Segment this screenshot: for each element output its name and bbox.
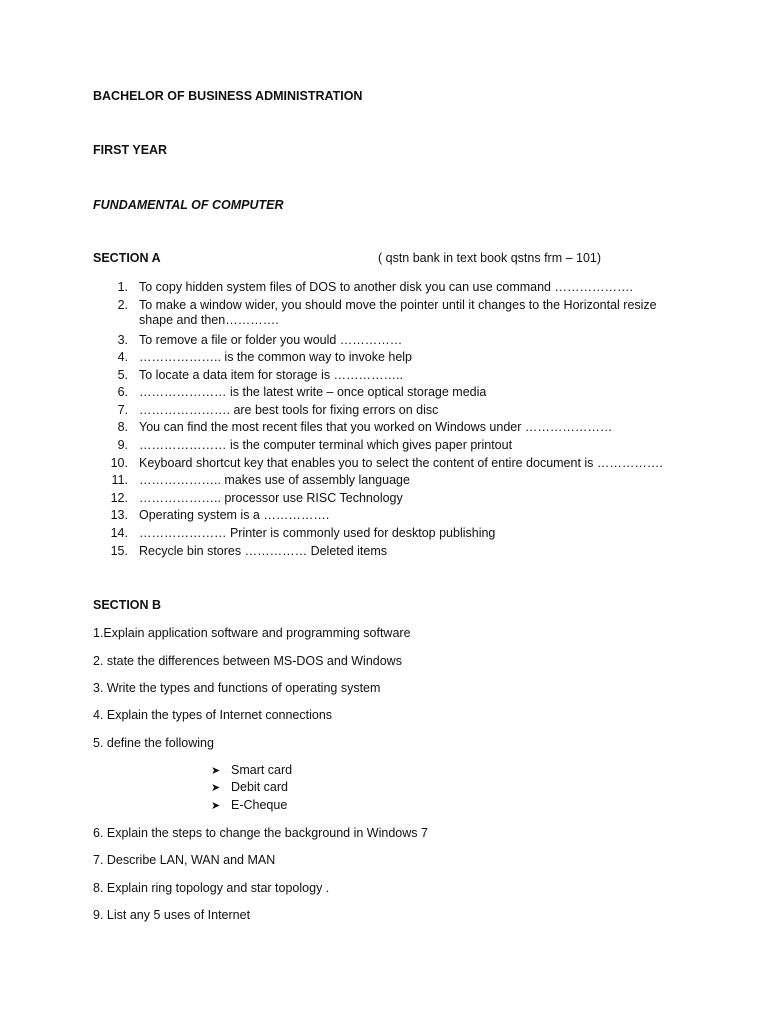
item-text: To remove a file or folder you would …………… bbox=[139, 333, 403, 347]
arrow-bullet-icon: ➤ bbox=[211, 782, 221, 794]
item-text: Recycle bin stores …………… Deleted items bbox=[139, 544, 387, 558]
bullet-item bbox=[211, 798, 287, 814]
item-number: 5. bbox=[117, 368, 128, 382]
item-text: ……………….. is the common way to invoke help bbox=[139, 350, 413, 364]
item-text: ……………….. makes use of assembly language bbox=[139, 473, 410, 487]
subject-heading: FUNDAMENTAL OF COMPUTER bbox=[93, 198, 284, 212]
item-number: 1. bbox=[117, 280, 128, 294]
item-text: To locate a data item for storage is …………….. bbox=[139, 368, 403, 382]
section-b-question: 5. define the following bbox=[93, 736, 214, 750]
item-number: 2. bbox=[117, 298, 128, 312]
item-number: 10. bbox=[110, 456, 128, 470]
bullet-text: Debit card bbox=[231, 780, 288, 794]
item-number: 15. bbox=[110, 544, 128, 558]
item-text: To make a window wider, you should move the pointer until it changes to the Horizontal resize shape and then…………. bbox=[139, 298, 657, 327]
section-b-question: 4. Explain the types of Internet connections bbox=[93, 708, 333, 722]
item-text: Keyboard shortcut key that enables you to select the content of entire document is ……………. bbox=[139, 456, 663, 470]
item-number: 14. bbox=[110, 526, 128, 540]
program-title: BACHELOR OF BUSINESS ADMINISTRATION bbox=[93, 89, 363, 103]
section-b-question: 6. Explain the steps to change the background in Windows 7 bbox=[93, 826, 428, 840]
year-heading: FIRST YEAR bbox=[93, 143, 168, 157]
section-b-question: 8. Explain ring topology and star topology . bbox=[93, 881, 330, 895]
item-number: 3. bbox=[117, 333, 128, 347]
item-number: 11. bbox=[111, 473, 128, 487]
section-b-question: 1.Explain application software and programming software bbox=[93, 626, 411, 640]
section-a-note: ( qstn bank in text book qstns frm – 101) bbox=[378, 251, 602, 265]
item-number: 8. bbox=[117, 420, 128, 434]
arrow-bullet-icon: ➤ bbox=[211, 765, 221, 777]
item-number: 7. bbox=[117, 403, 128, 417]
item-number: 13. bbox=[110, 508, 128, 522]
arrow-bullet-icon: ➤ bbox=[211, 800, 221, 812]
item-text: You can find the most recent files that you worked on Windows under ………………… bbox=[139, 420, 613, 434]
item-text: ………………… is the latest write – once optical storage media bbox=[139, 385, 487, 399]
section-a-title: SECTION A bbox=[93, 251, 161, 265]
section-b-question: 9. List any 5 uses of Internet bbox=[93, 908, 251, 922]
item-number: 9. bbox=[117, 438, 128, 452]
item-text: ………………… Printer is commonly used for desktop publishing bbox=[139, 526, 496, 540]
item-text: …………………. are best tools for fixing errors on disc bbox=[139, 403, 439, 417]
bullet-item bbox=[211, 780, 288, 796]
item-number: 12. bbox=[110, 491, 128, 505]
bullet-text: E-Cheque bbox=[231, 798, 288, 812]
section-b-question: 3. Write the types and functions of operating system bbox=[93, 681, 381, 695]
section-b-question: 2. state the differences between MS-DOS and Windows bbox=[93, 654, 402, 668]
item-text: ………………… is the computer terminal which gives paper printout bbox=[139, 438, 513, 452]
item-number: 6. bbox=[117, 385, 128, 399]
bullet-item bbox=[211, 763, 292, 779]
bullet-text: Smart card bbox=[231, 763, 293, 777]
item-number: 4. bbox=[117, 350, 128, 364]
section-b-question: 7. Describe LAN, WAN and MAN bbox=[93, 853, 276, 867]
item-text: To copy hidden system files of DOS to another disk you can use command ………………. bbox=[139, 280, 633, 294]
item-text: ……………….. processor use RISC Technology bbox=[139, 491, 403, 505]
item-text: Operating system is a ……………. bbox=[139, 508, 330, 522]
section-b-title: SECTION B bbox=[93, 598, 162, 612]
